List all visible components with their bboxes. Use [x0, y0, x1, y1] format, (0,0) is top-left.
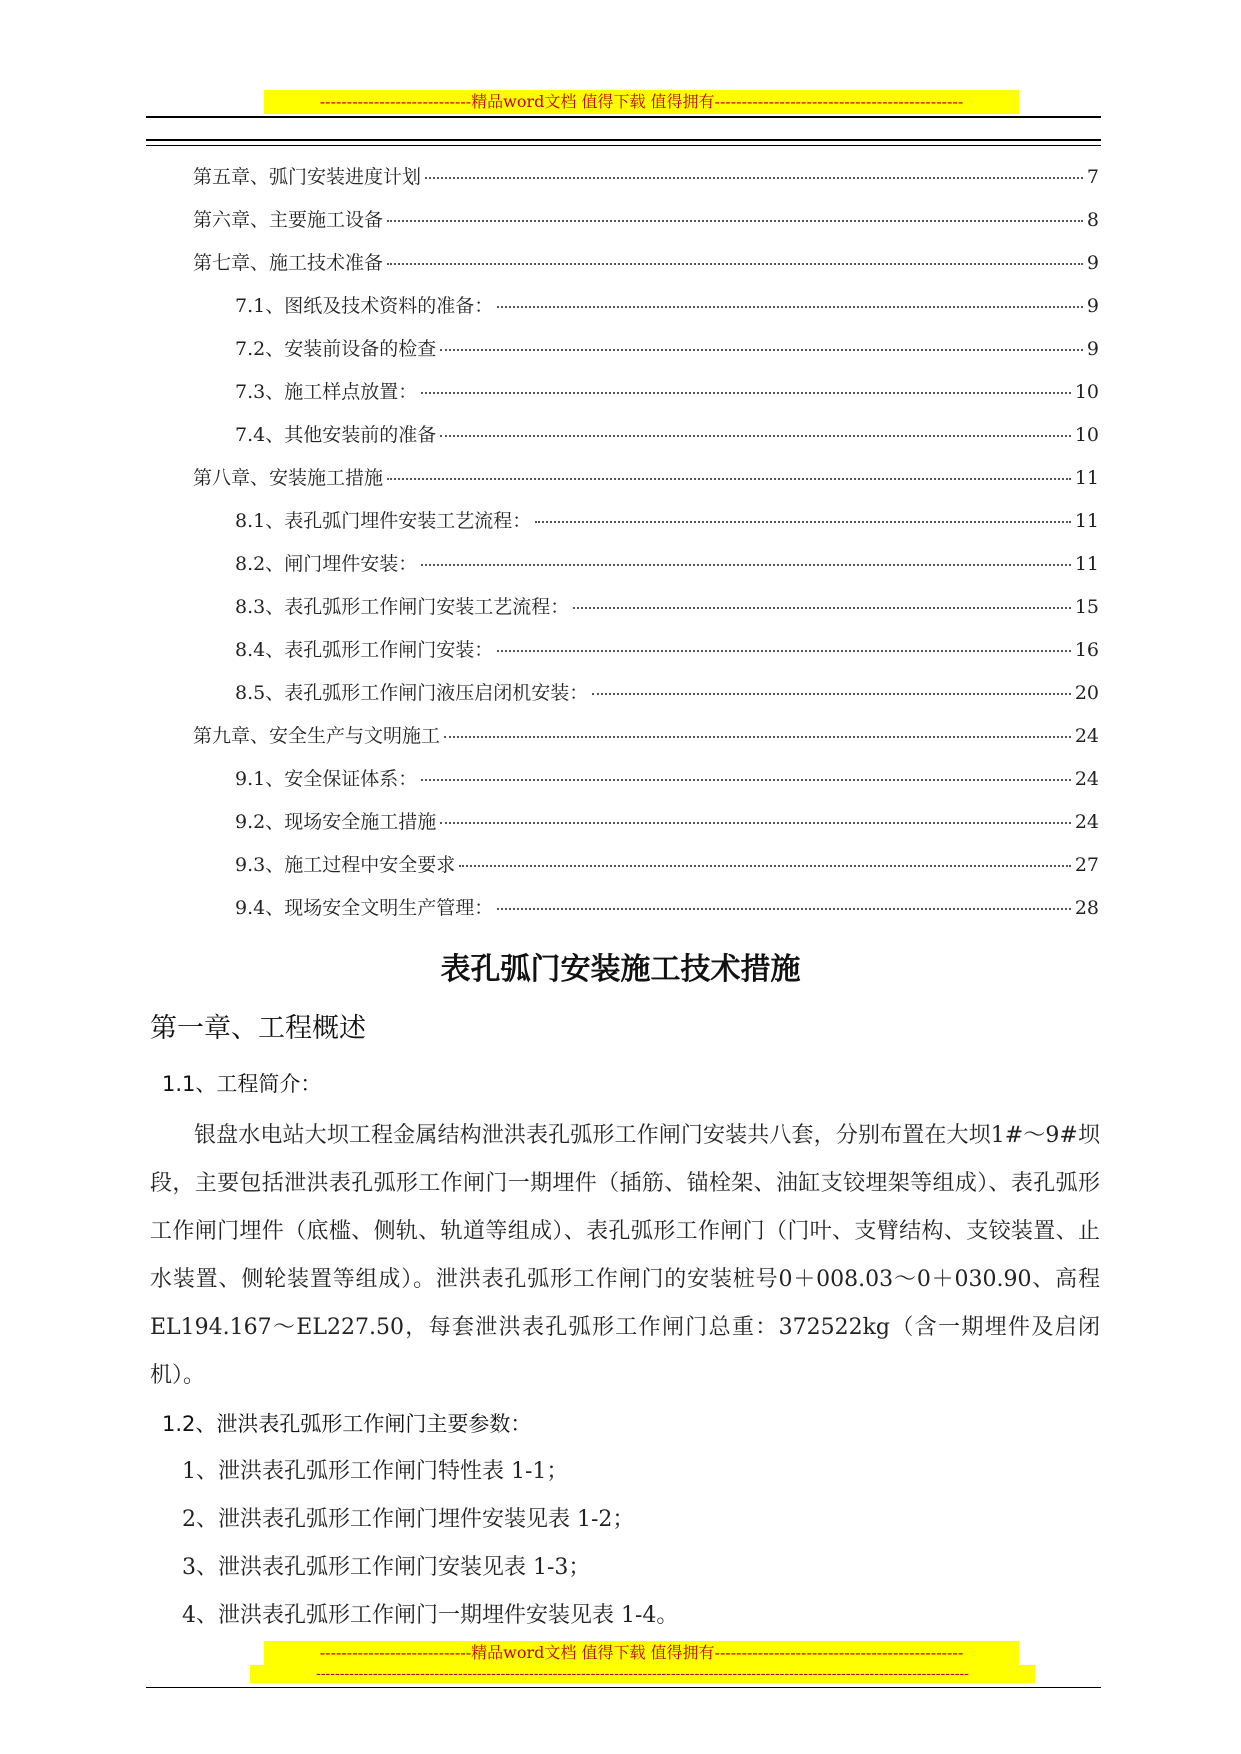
toc-title: 第六章、主要施工设备: [193, 209, 384, 231]
toc-title: 9.4、现场安全文明生产管理：: [235, 897, 494, 919]
toc-page: 16: [1074, 639, 1099, 661]
list-item: 4、泄洪表孔弧形工作闸门一期埋件安装见表 1-4。: [182, 1603, 679, 1628]
toc-leader: [592, 693, 1071, 695]
toc-entry[interactable]: [235, 893, 1099, 933]
toc-entry[interactable]: [235, 592, 1099, 632]
section-heading: 1.2、泄洪表孔弧形工作闸门主要参数：: [162, 1412, 532, 1436]
toc-title: 第八章、安装施工措施: [193, 467, 384, 489]
list-item: 3、泄洪表孔弧形工作闸门安装见表 1-3；: [182, 1555, 591, 1580]
toc-leader: [387, 478, 1071, 480]
toc-title: 8.1、表孔弧门埋件安装工艺流程：: [235, 510, 532, 532]
toc-leader: [440, 349, 1083, 351]
toc-entry[interactable]: [193, 463, 1099, 503]
toc-title: 8.4、表孔弧形工作闸门安装：: [235, 639, 494, 661]
toc-entry[interactable]: [235, 678, 1099, 718]
toc-page: 9: [1086, 252, 1099, 274]
toc-entry[interactable]: [235, 807, 1099, 847]
toc-page: 11: [1074, 510, 1099, 532]
toc-entry[interactable]: [235, 549, 1099, 589]
toc-leader: [497, 650, 1071, 652]
toc-leader: [573, 607, 1071, 609]
toc-leader: [459, 865, 1071, 867]
toc-entry[interactable]: [235, 506, 1099, 546]
toc-title: 第七章、施工技术准备: [193, 252, 384, 274]
toc-title: 8.2、闸门埋件安装：: [235, 553, 418, 575]
header-double-rule-bottom: [146, 145, 1101, 146]
toc-page: 7: [1086, 166, 1099, 188]
toc-title: 9.1、安全保证体系：: [235, 768, 418, 790]
toc-entry[interactable]: [235, 377, 1099, 417]
toc-title: 7.4、其他安装前的准备: [235, 424, 437, 446]
toc-entry[interactable]: [235, 420, 1099, 460]
footer-rule: [146, 1687, 1101, 1688]
toc-page: 15: [1074, 596, 1099, 618]
toc-page: 28: [1074, 897, 1099, 919]
toc-page: 11: [1074, 467, 1099, 489]
header-rule: [146, 116, 1101, 118]
toc-page: 9: [1086, 338, 1099, 360]
toc-entry[interactable]: [235, 764, 1099, 804]
toc-leader: [444, 736, 1071, 738]
toc-entry[interactable]: [235, 291, 1099, 331]
toc-title: 9.2、现场安全施工措施: [235, 811, 437, 833]
toc-title: 7.1、图纸及技术资料的准备：: [235, 295, 494, 317]
toc-entry[interactable]: [193, 205, 1099, 245]
toc-entry[interactable]: [235, 635, 1099, 675]
toc-leader: [387, 220, 1083, 222]
toc-title: 7.2、安装前设备的检查: [235, 338, 437, 360]
toc-page: 24: [1074, 811, 1099, 833]
chapter-heading: 第一章、工程概述: [150, 1013, 366, 1044]
toc-leader: [421, 392, 1071, 394]
header-double-rule-top: [146, 139, 1101, 141]
footer-dash-line: ------------------------------------------------------------------------------------------------------------------------------------------: [250, 1665, 1035, 1683]
toc-leader: [535, 521, 1071, 523]
section-heading: 1.1、工程简介：: [162, 1072, 322, 1096]
toc-title: 9.3、施工过程中安全要求: [235, 854, 456, 876]
toc-page: 24: [1074, 725, 1099, 747]
toc-entry[interactable]: [193, 248, 1099, 288]
toc-entry[interactable]: [235, 334, 1099, 374]
header-banner: ----------------------------精品word文档 值得下载 值得拥有----------------------------------------------: [264, 90, 1019, 114]
toc-leader: [440, 435, 1071, 437]
toc-title: 7.3、施工样点放置：: [235, 381, 418, 403]
document-title: 表孔弧门安装施工技术措施: [440, 952, 801, 987]
toc-leader: [421, 779, 1071, 781]
list-item: 1、泄洪表孔弧形工作闸门特性表 1-1；: [182, 1459, 569, 1484]
toc-page: 27: [1074, 854, 1099, 876]
footer-banner: ----------------------------精品word文档 值得下载 值得拥有----------------------------------------------: [264, 1641, 1019, 1665]
toc-entry[interactable]: [193, 162, 1099, 202]
list-item: 2、泄洪表孔弧形工作闸门埋件安装见表 1-2；: [182, 1507, 635, 1532]
toc-page: 8: [1086, 209, 1099, 231]
toc-page: 9: [1086, 295, 1099, 317]
toc-page: 20: [1074, 682, 1099, 704]
toc-entry[interactable]: [235, 850, 1099, 890]
toc-entry[interactable]: [193, 721, 1099, 761]
body-paragraph: 银盘水电站大坝工程金属结构泄洪表孔弧形工作闸门安装共八套，分别布置在大坝1#～9#坝段，主要包括泄洪表孔弧形工作闸门一期埋件（插筋、锚栓架、油缸支铰埋架等组成）、表孔弧形工作闸门埋件（底槛、侧轨、轨道等组成）、表孔弧形工作闸门（门叶、支臂结构、支铰装置、止水装置、侧轮装置等组成）。泄洪表孔弧形工作闸门的安装桩号0＋008.03～0＋030.90、高程EL194.167～EL227.50，每套泄洪表孔弧形工作闸门总重：372522kg（含一期埋件及启闭机）。: [150, 1123, 1100, 1388]
toc-page: 11: [1074, 553, 1099, 575]
toc-title: 第九章、安全生产与文明施工: [193, 725, 441, 747]
toc-leader: [497, 306, 1083, 308]
toc-leader: [387, 263, 1083, 265]
toc-title: 8.3、表孔弧形工作闸门安装工艺流程：: [235, 596, 570, 618]
toc-page: 10: [1074, 424, 1099, 446]
toc-page: 10: [1074, 381, 1099, 403]
toc-leader: [440, 822, 1071, 824]
toc-title: 8.5、表孔弧形工作闸门液压启闭机安装：: [235, 682, 589, 704]
toc-leader: [421, 564, 1071, 566]
toc-leader: [497, 908, 1071, 910]
toc-title: 第五章、弧门安装进度计划: [193, 166, 422, 188]
toc-page: 24: [1074, 768, 1099, 790]
toc-leader: [425, 177, 1083, 179]
